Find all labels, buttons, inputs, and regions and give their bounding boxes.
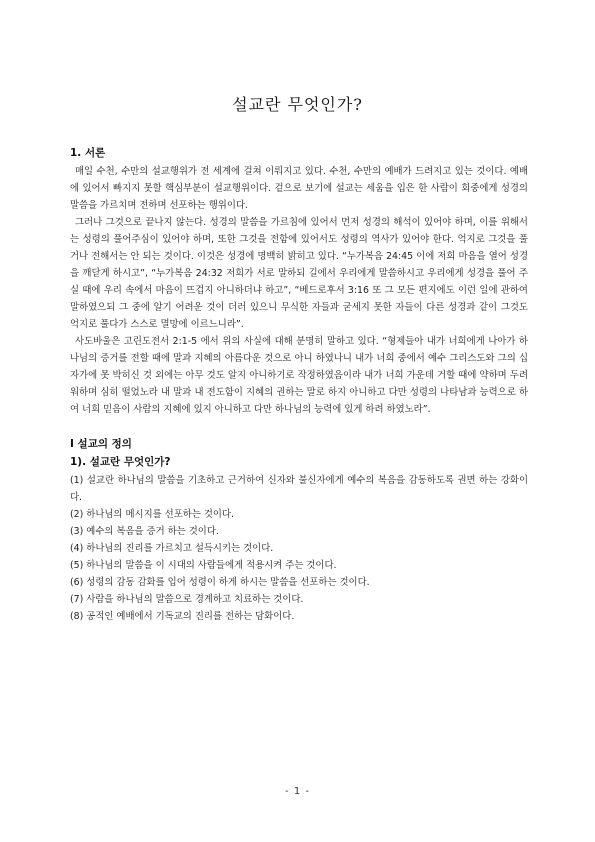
list-item: (4) 하나님의 진리를 가르치고 설득시키는 것이다. [70,543,274,554]
page-number: - 1 - [285,786,310,797]
document-body [70,145,528,625]
list-item: (6) 성령의 감동 감화를 입어 성령이 하게 하시는 말씀을 선포하는 것이다. [70,577,370,588]
list-item: (7) 사람을 하나님의 말씀으로 경계하고 치료하는 것이다. [70,594,304,605]
definition-list [70,472,528,625]
section-spacer [70,418,528,436]
list-item: (3) 예수의 복음을 증거 하는 것이다. [70,526,219,537]
paragraph: 사도바울은 고린도전서 2:1-5 에서 위의 사실에 대해 분명히 말하고 있다. “형제들아 내가 너희에게 나아가 하나님의 증거를 전할 때에 말과 지혜의 아름다운 것으로 아니 하였나니 내가 너희 중에서 예수 그리스도와 그의 십자가에 못 박히신 것 외에는 아무 것도 알지 아니하기로 작정하였음이라 내가 너희 가운데 거할 때에 약하며 두려워하며 심히 떨었노라 내 말과 내 전도함이 지혜의 권하는 말로 하지 아니하고 다만 성령의 나타남과 능력으로 하여 너희 믿음이 사람의 지혜에 있지 아니하고 다만 하나님의 능력에 있게 하려 하였노라”. [70,336,528,415]
subsection-heading: 1). 설교란 무엇인가? [70,456,171,468]
document-title: 설교란 무엇인가? [232,95,363,114]
list-item: (2) 하나님의 메시지를 선포하는 것이다. [70,509,235,520]
paragraph: 매일 수천, 수만의 설교행위가 전 세계에 걸쳐 이뤄지고 있다. 수천, 수만의 예배가 드려지고 있는 것이다. 예배에 있어서 빠지지 못할 핵심부분이 설교행위이다. 겉으로 보기에 설교는 세움을 입은 한 사람이 회중에게 성경의 말씀을 가르치며 전하며 선포하는 행위이다. [70,166,528,211]
list-item: (8) 공적인 예배에서 기독교의 진리를 전하는 담화이다. [70,611,295,622]
section-heading-definition: Ⅰ 설교의 정의 [70,438,132,450]
list-item: (1) 설교란 하나님의 말씀을 기초하고 근거하여 신자와 불신자에게 예수의 복음을 감동하도록 권면 하는 강화이다. [70,475,528,503]
section-heading-introduction: 1. 서론 [70,147,106,159]
list-item: (5) 하나님의 말씀을 이 시대의 사람들에게 적용시켜 주는 것이다. [70,560,337,571]
paragraph: 그러나 그것으로 끝나지 않는다. 성경의 말씀을 가르침에 있어서 먼저 성경의 해석이 있어야 하며, 이를 위해서는 성령의 풀어주심이 있어야 하며, 또한 그것을 전함에 있어서도 성령의 역사가 있어야 한다. 억지로 그것을 풀거나 전해서는 안 되는 것이다. 이것은 성경에 명백히 밝히고 있다. “누가복음 24:45 이에 저희 마음을 열어 성경을 깨닫게 하시고”, “누가복음 24:32 저희가 서로 말하되 길에서 우리에게 말씀하시고 우리에게 성경을 풀어 주실 때에 우리 속에서 마음이 뜨겁지 아니하더냐 하고”, “베드로후서 3:16 또 그 모든 편지에도 이런 일에 관하여 말하였으되 그 중에 알기 어려운 것이 더러 있으니 무식한 자들과 굳세지 못한 자들이 다른 성경과 같이 그것도 억지로 풀다가 스스로 멸망에 이르느니라”. [70,217,528,330]
